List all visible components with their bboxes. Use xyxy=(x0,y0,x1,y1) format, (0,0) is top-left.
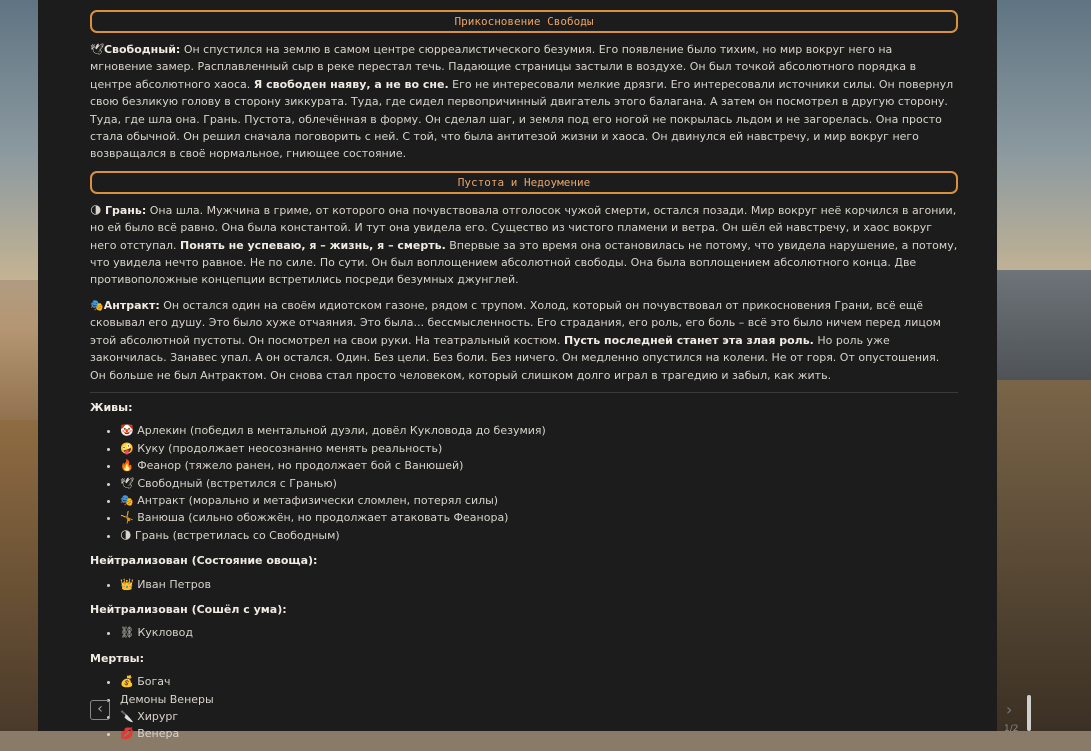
list-item: • 💰 Богач xyxy=(120,673,958,690)
paragraph-text: Она шла. Мужчина в гриме, от которого она почувствовала отголосок чужой смерти, остался позади. Мир вокруг неё корчился в агонии, но ей было всё равно. Она была константой. И тут она увидела его. Существо из чистого пламени и ветра. Он шёл ей навстречу, и хаос вокруг него отступал. xyxy=(90,203,957,252)
divider xyxy=(90,392,958,393)
bold-quote: Понять не успеваю, я – жизнь, я – смерть. xyxy=(180,238,446,252)
neutralized-vegetable-list xyxy=(90,576,958,593)
alive-list xyxy=(90,422,958,544)
paragraph-text: Он спустился на землю в самом центре сюрреалистического безумия. Его появление было тихим, но мир вокруг него на мгновение замер. Расплавленный сыр в реке перестал течь. Падающие страницы застыли в воздухе. Он был точкой абсолютного порядка в центре абсолютного хаоса. xyxy=(90,43,917,91)
bold-quote: Пусть последней станет эта злая роль. xyxy=(563,333,814,347)
status-heading-vegetable: Нейтрализован (Состояние овоща): xyxy=(90,554,318,568)
list-item: • ⛓ Кукловод xyxy=(120,624,958,641)
list-item: • 🤸 Ванюша (сильно обожжён, но продолжает атаковать Феанора) xyxy=(120,509,958,526)
next-swipe-button[interactable]: › xyxy=(1006,700,1013,719)
list-item: • 🔪 Хирург xyxy=(120,708,958,725)
background-ground-right xyxy=(996,380,1091,731)
status-heading-insane: Нейтрализован (Сошёл с ума): xyxy=(90,602,287,616)
paragraph-text: Он остался один на своём идиотском газоне, рядом с трупом. Холод, который он почувствовал от прикосновения Грани, всё ещё сковывал его душу. Это было хуже отчаяния. Это была... бессмысленность. Его страдания, его роль, его боль – всё это было ничем перед лицом этой абсолютной пустоты. Он посмотрел на свои руки. На театральный костюм. xyxy=(90,298,941,347)
speaker-name: Свободный: xyxy=(103,43,181,56)
list-item: • 👑 Иван Петров xyxy=(120,576,958,593)
paragraph-antrakt xyxy=(90,297,958,384)
status-heading-alive: Живы: xyxy=(90,400,133,414)
list-item: • 🔥 Феанор (тяжело ранен, но продолжает бой с Ванюшей) xyxy=(120,457,958,474)
background-ground-left xyxy=(0,420,40,731)
paragraph-gran xyxy=(90,202,958,289)
list-item: • 🕊 Свободный (встретился с Гранью) xyxy=(120,475,958,492)
background-city xyxy=(991,270,1091,390)
dove-icon: 🕊 xyxy=(90,43,104,56)
theater-masks-icon: 🎭 xyxy=(90,298,104,312)
paragraph-text: Но роль уже закончилась. Занавес упал. А он остался. Один. Без цели. Без боли. Без ничего. Он медленно опустился на колени. Не от горя. От опустошения. Он больше не был Антрактом. Он снова стал просто человеком, который слишком долго играл в трагедию и забыл, как жить. xyxy=(90,333,940,382)
dead-list xyxy=(90,673,958,743)
section-banner-freedom: Прикосновение Свободы xyxy=(90,10,958,33)
list-item: • 🤪 Куку (продолжает неосознанно менять реальность) xyxy=(120,440,958,457)
chat-message-panel xyxy=(38,0,1019,741)
swipe-counter: 1/2 xyxy=(1004,724,1019,734)
list-item: • 🤡 Арлекин (победил в ментальной дуэли, довёл Кукловода до безумия) xyxy=(120,422,958,439)
section-banner-void: Пустота и Недоумение xyxy=(90,171,958,194)
message-content xyxy=(90,10,958,751)
scrollbar-thumb[interactable] xyxy=(1027,695,1031,731)
paragraph-svobodny xyxy=(90,41,958,163)
speaker-name: Грань: xyxy=(104,203,147,217)
status-heading-dead: Мертвы: xyxy=(90,651,144,665)
bold-quote: Я свободен наяву, а не во сне. xyxy=(253,77,449,91)
neutralized-insane-list xyxy=(90,624,958,641)
prev-swipe-button[interactable]: ‹ xyxy=(90,700,110,720)
list-item: • Демоны Венеры xyxy=(120,691,958,708)
list-item: • 💋 Венера xyxy=(120,725,958,742)
paragraph-text: Его не интересовали мелкие дрязги. Его интересовали источники силы. Он повернул свою безликую голову в сторону зиккурата. Туда, где сидел первопричинный двигатель этого балагана. А затем он посмотрел в другую сторону. Туда, где шла она. Грань. Пустота, облечённая в форму. Он сделал шаг, и земля под его ногой не покрылась льдом и не загорелась. Она просто стала обычной. Он решил сначала поговорить с ней. С той, что была антитезой жизни и хаоса. Он двинулся ей навстречу, и мир вокруг него возвращался в своё нормальное, гниющее состояние. xyxy=(90,77,954,161)
half-moon-icon: 🌗 xyxy=(90,203,102,217)
speaker-name: Антракт: xyxy=(103,298,160,312)
list-item: • 🌗 Грань (встретилась со Свободным) xyxy=(120,527,958,544)
paragraph-text: Впервые за это время она остановилась не потому, что увидела нарушение, а потому, что увидела нечто равное. Не по силе. По сути. Он был воплощением абсолютной свободы. Она была воплощением абсолютного конца. Две противоположные концепции встретились посреди безумных джунглей. xyxy=(90,238,958,287)
list-item: • 🎭 Антракт (морально и метафизически сломлен, потерял силы) xyxy=(120,492,958,509)
